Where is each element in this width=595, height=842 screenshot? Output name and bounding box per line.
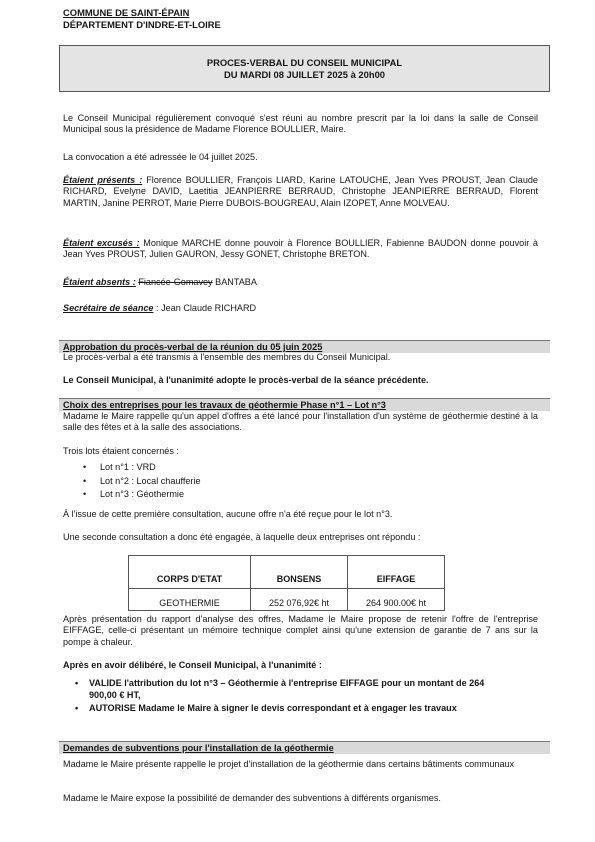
- presents-list: Florence BOULLIER, François LIARD, Karine LATOUCHE, Jean Yves PROUST, Jean Claude RICHARD, Evelyne DAVID, Laetitia JEANPIERRE BERRAUD, Christophe JEANPIERRE BERRAUD, Florent MARTIN, Janine PERROT, Marie Pierre DUBOIS-BOUGREAU, Alain IZOPET, Anne MOLVEAU.: [63, 175, 538, 208]
- lots-list: [63, 462, 363, 503]
- table-cell: GEOTHERMIE: [129, 589, 251, 611]
- lots-intro: Trois lots étaient concernés :: [63, 446, 179, 456]
- section-approbation-title: Approbation du procès-verbal de la réunion du 05 juin 2025: [63, 342, 323, 352]
- approbation-text: Le procès-verbal a été transmis à l'ensemble des membres du Conseil Municipal.: [63, 352, 391, 362]
- title-line-2: DU MARDI 08 JUILLET 2025 à 20h00: [224, 69, 385, 80]
- absents-list: BANTABA: [215, 277, 257, 287]
- table-cell: 252 076,92€ ht: [251, 589, 348, 611]
- excuses-paragraph: [63, 238, 538, 261]
- section-subventions-title: Demandes de subventions pour l'installation de la géothermie: [63, 743, 334, 753]
- list-item: • AUTORISE Madame le Maire à signer le devis correspondant et à engager les travaux: [63, 702, 514, 714]
- list-item: • Lot n°2 : Local chaufferie: [63, 476, 363, 490]
- table-header-cell: EIFFAGE: [348, 556, 445, 589]
- excuses-list: Monique MARCHE donne pouvoir à Florence BOULLIER, Fabienne BAUDON donne pouvoir à Jean Yves PROUST, Julien GAURON, Jessy GONET, Christophe BRETON.: [63, 238, 538, 260]
- document-title-box: [59, 45, 550, 92]
- excuses-label: Étaient excusés :: [63, 238, 140, 248]
- secretaire-name: : Jean Claude RICHARD: [156, 303, 257, 313]
- approbation-decision: Le Conseil Municipal, à l'unanimité adopte le procès-verbal de la séance précédente.: [63, 375, 429, 385]
- table-header-row: [129, 556, 445, 589]
- issue-paragraph: À l'issue de cette première consultation, aucune offre n'a été reçue pour le lot n°3.: [63, 509, 393, 519]
- commune-name: COMMUNE DE SAINT-ÉPAIN: [63, 7, 190, 18]
- presents-paragraph: [63, 175, 538, 209]
- convocation-paragraph: La convocation a été adressée le 04 juillet 2025.: [63, 152, 258, 162]
- seconde-consultation-paragraph: Une seconde consultation a donc été engagée, à laquelle deux entreprises ont répondu :: [63, 532, 421, 542]
- list-item: • VALIDE l'attribution du lot n°3 – Géothermie à l'entreprise EIFFAGE pour un montant de 264 900,00 € HT,: [63, 677, 514, 701]
- absents-paragraph: [63, 277, 538, 288]
- document-header: [63, 7, 221, 30]
- table-row: [129, 589, 445, 611]
- table-header-cell: BONSENS: [251, 556, 348, 589]
- intro-paragraph: Le Conseil Municipal régulièrement convoqué s'est réuni au nombre prescrit par la loi dans la salle de Conseil Municipal sous la présidence de Madame Florence BOULLIER, Maire.: [63, 113, 538, 135]
- section-geothermie-heading: [59, 398, 550, 411]
- presents-label: Étaient présents :: [63, 175, 143, 185]
- apres-presentation-paragraph: Après présentation du rapport d'analyse des offres, Madame le Maire propose de retenir l'offre de l'entreprise EIFFAGE, celle-ci présentant un mémoire technique complet ainsi qu'une extension de garantie de 7 ans sur la pompe à chaleur.: [63, 614, 538, 647]
- absents-label: Étaient absents :: [63, 277, 136, 287]
- subventions-paragraph-1: Madame le Maire présente rappelle le projet d'installation de la géothermie dans certains bâtiments communaux: [63, 759, 515, 769]
- table-header-cell: CORPS D'ETAT: [129, 556, 251, 589]
- delibere-line: Après en avoir délibéré, le Conseil Municipal, à l'unanimité :: [63, 660, 322, 670]
- absents-struck-name: Fiancée-Gomavey: [138, 277, 213, 287]
- list-item: • Lot n°1 : VRD: [63, 462, 363, 476]
- departement-name: DÉPARTEMENT D'INDRE-ET-LOIRE: [63, 18, 221, 30]
- subventions-paragraph-2: Madame le Maire expose la possibilité de demander des subventions à différents organismes.: [63, 793, 441, 803]
- secretaire-label: Secrétaire de séance: [63, 303, 154, 313]
- decisions-list: [63, 677, 514, 715]
- secretaire-paragraph: [63, 303, 538, 314]
- table-cell: 264 900.00€ ht: [348, 589, 445, 611]
- geothermie-intro: Madame le Maire rappelle qu'un appel d'offres a été lancé pour l'installation d'un système de géothermie destiné à la salle des fêtes et à la salle des associations.: [63, 411, 538, 433]
- section-geothermie-title: Choix des entreprises pour les travaux de géothermie Phase n°1 – Lot n°3: [63, 400, 386, 410]
- offers-table: [128, 555, 445, 611]
- list-item: • Lot n°3 : Géothermie: [63, 489, 363, 503]
- title-line-1: PROCES-VERBAL DU CONSEIL MUNICIPAL: [206, 57, 403, 68]
- section-subventions-heading: [59, 741, 550, 754]
